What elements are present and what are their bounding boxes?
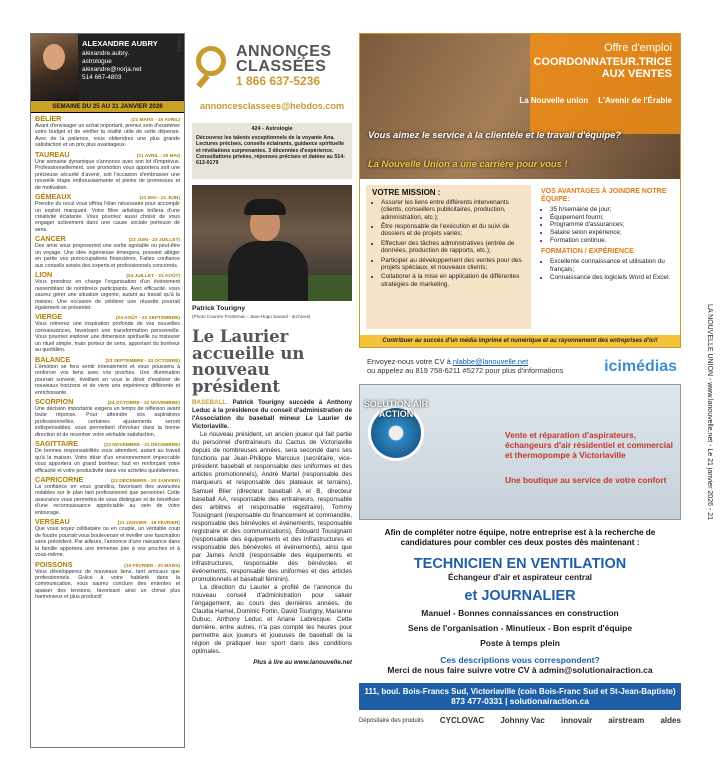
article-paragraph-2: La direction du Laurier a profité de l'annonce du nouveau conseil d'administration pour saluer l'engagement, au cours des dernières années, de Claudia Hamel, Dominic Fortin, David Tourigny, Marianne Dubuc, Anthony Leduc et Ariane Labrecque. Cette dernière, entre autres, n'a pas compté les heures pour permettre aux joueurs et joueuses de baseball de la région de pratiquer leur sport dans des conditions optimales. — [192, 584, 352, 656]
cv-contact — [359, 358, 681, 376]
sign-text: L'émotion se fera sentir intensément et vous poussera à renforcer vos liens avec vos proches. Une illumination pourrait survenir, éveillant en vous le désir d'explorer de nouveaux horizons et de vivre une expérience différente et enrichissante. — [35, 363, 180, 396]
advantages-list — [541, 206, 674, 244]
sign-dates: (24 AOÛT - 22 SEPTEMBRE) — [115, 316, 180, 322]
photo-credit: (Photo Courrier Frontenac - Jean-Hugo Savard - archives) — [192, 314, 311, 319]
sign-name: POISSONS — [35, 559, 73, 569]
sign-text: Une semaine dynamique s'annonce avec son lot d'imprévus. Professionnellement, une promotion vous apportera soit une précieuse sécurité d'avenir, soit l'occasion d'embrasser une nouvelle étape enthousiasmante et pleine de promesses et de motivation. — [35, 158, 180, 191]
sign-dates: (23 NOVEMBRE - 21 DÉCEMBRE) — [104, 443, 180, 449]
sign-name: TAUREAU — [35, 149, 70, 159]
training-list — [541, 258, 674, 281]
sign-dates: (21 JANVIER - 18 FÉVRIER) — [117, 521, 180, 527]
classifieds-title-2: CLASSÉES — [236, 58, 327, 75]
sign-dates: (21 MAI - 21 JUIN) — [139, 196, 180, 202]
astrologer-role: astrologue — [82, 58, 112, 66]
week-banner: SEMAINE DU 25 AU 31 JANVIER 2026 — [31, 100, 184, 113]
missions-item: • Participer au développement des ventes pour des projets spéciaux, et nouveaux clients; — [381, 257, 525, 272]
role-prefix: et — [464, 588, 478, 604]
cv-line-2: ou appelez au 819 758-6211 #5272 pour plus d'informations — [367, 366, 564, 375]
missions-item: • Assurer les liens entre différents intervenants (clients, conseillers publicitaires, production, administration, etc.); — [381, 199, 525, 221]
horoscope-column — [30, 33, 185, 748]
sign-item — [31, 438, 184, 474]
sign-name: SAGITTAIRE — [35, 439, 78, 449]
sign-name: LION — [35, 270, 53, 280]
job-offer-label: Offre d'emploi — [604, 42, 672, 54]
solution-logo-text: SOLUTION AIR ACTION — [363, 399, 429, 419]
sign-item — [31, 191, 184, 233]
ad-code: 4-2625-1 — [177, 36, 182, 53]
ad-number: 424 - Astrologie — [251, 126, 293, 132]
astrologer-email[interactable]: alexandre@norja.net — [82, 66, 142, 74]
solution-address-bar — [359, 683, 681, 710]
sign-text: Des amis vous proposeront une sortie agréable ou peut-être un voyage. Une idée ingénieuse émergera, pouvant alléger en partie vos préoccupations financières. Faites confiance aux conseils avisés des experts et professionnels concernés. — [35, 243, 180, 269]
sign-item — [31, 311, 184, 353]
mission-list — [372, 199, 525, 288]
sign-dates: (24 JUILLET - 23 AOÛT) — [126, 274, 180, 280]
sign-item — [31, 113, 184, 149]
hiring-question: Ces descriptions vous correspondent? — [440, 655, 600, 665]
sign-dates: (24 OCTOBRE - 22 NOVEMBRE) — [107, 400, 180, 406]
sign-text: Une décision importante exigera un temps de réflexion avant toute réponse. Pour atteindre vos aspirations professionnelles, certaines ajustements seront indispensables; vous permettant d'évoluer dans la bonne direction et de recentrer votre véritable satisfaction. — [35, 405, 180, 438]
logo-la-nouvelle: La Nouvelle union — [519, 96, 589, 105]
brand-row — [359, 716, 681, 725]
advantages-item: • Formation continue. — [550, 237, 674, 245]
sign-item — [31, 149, 184, 191]
sign-item — [31, 354, 184, 396]
training-title: FORMATION / EXPÉRIENCE — [541, 248, 634, 256]
sign-item — [31, 474, 184, 516]
job-question: Vous aimez le service à la clientèle et le travail d'équipe? — [368, 129, 622, 140]
advantages-item: • 35 h/semaine de jour; — [550, 206, 674, 214]
missions-item: • Être responsable de l'exécution et du suivi de dossiers et de projets variés; — [381, 223, 525, 238]
article-body — [192, 399, 352, 657]
astrologer-info — [78, 34, 184, 100]
sign-dates: (22 DÉCEMBRE - 20 JANVIER) — [110, 479, 180, 485]
cv-text — [367, 358, 563, 376]
sign-text: De bonnes responsabilités vous attendent, autant au travail qu'à la maison. Votre désir d'un environnement impeccable vous apportera un grand bonheur, tout en renforçant votre efficacité et votre productivité dans vos activités quotidiennes. — [35, 448, 180, 474]
sign-item — [31, 516, 184, 558]
job-career: La Nouvelle Union a une carrière pour vous ! — [368, 158, 568, 169]
missions-item: • Effectuer des tâches administratives (entrée de données, production de rapports, etc.); — [381, 240, 525, 255]
astrologer-photo — [31, 34, 78, 100]
advantages-item: • Équipement fourni; — [550, 214, 674, 222]
job-footer: Contribuer au succès d'un média imprimé et numérique et au rayonnement des entreprises d'ici! — [360, 335, 680, 347]
sign-name: GÉMEAUX — [35, 192, 72, 202]
requirement-2: Sens de l'organisation - Minutieux - Bon esprit d'équipe — [407, 623, 633, 633]
sign-name: VIERGE — [35, 312, 63, 322]
job-offer-box — [530, 34, 680, 134]
training-item: • Excellente connaissance et utilisation du français; — [550, 258, 674, 273]
role-technician-sub: Échangeur d'air et aspirateur central — [448, 572, 592, 582]
solution-tagline: Une boutique au service de votre confort — [505, 475, 667, 485]
sign-dates: (21 MARS - 20 AVRIL) — [131, 118, 180, 123]
solution-ad-banner — [359, 384, 681, 520]
solution-phone-web: 873 477-0331 | solutionairaction.ca — [451, 696, 589, 706]
classified-ad — [192, 123, 352, 179]
astrologer-handle: alexandre.aubry. — [82, 50, 130, 58]
job-ad-banner — [360, 34, 680, 179]
job-position: COORDONNATEUR.TRICE AUX VENTES — [533, 56, 672, 80]
sign-name: VERSEAU — [35, 517, 70, 527]
brand-logo: airstream — [608, 716, 645, 725]
job-ad — [359, 33, 681, 348]
sign-name: SCORPION — [35, 396, 74, 406]
sign-text: Que vous soyez célibataire ou en couple, un véritable coup de foudre pourrait vous bouleverser et éveiller une fascination sans précédent. Par ailleurs, l'annonce d'une naissance dans la famille apportera une immense joie à vos proches et à vous-même. — [35, 526, 180, 559]
sign-text: Vous prendrez en charge l'organisation d'un événement rassemblant de nombreux participants. Avec efficacité, vous saurez gérer une situation urgente, autant au travail qu'à la maison. Une occasion de célébrer une réussite pourrait également se présenter. — [35, 279, 180, 311]
job-logos — [519, 96, 672, 105]
article-paragraph-1: Le nouveau président, un ancien joueur qui fait partie du personnel d'entraîneurs du Cactus de Victoriaville depuis de nombreuses années, sera secondé dans ses fonctions par Jean-Philippe Marcoux (secrétaire, vice-président baseball et responsable des uniformes et des articles promotionnels), André Martel (responsable des marqueurs et responsable des plateaux et terrains), Samuel Blier (directeur baseball A et B, directeur baseball AA, responsable des entraineurs, responsable des arbitres et responsable registraire), Tommy Tousignant (responsable du financement et commandite, responsable des bénévoles et événements, responsable registraire et des communications), Édouard Tousignant (responsable des équipements et des infrastructures et responsable des bénévoles et événements), ainsi que par James Anctil (responsable des équipements et infrastructures, responsable des bénévoles et événements, responsable des uniformes et des articles promotionnels et baseball féminin). — [192, 431, 352, 584]
advantages-item: • Salaire selon expérience; — [550, 229, 674, 237]
sign-item — [31, 269, 184, 311]
classifieds-title-1: ANNONÇES — [236, 43, 332, 60]
requirement-1: Manuel - Bonnes connaissances en construction — [421, 608, 619, 618]
sign-name: CAPRICORNE — [35, 475, 84, 485]
sign-text: Vous retirerez une inspiration profonde de vos nouvelles connaissances, favorisant une transformation personnelle. Vous pourriez explorer une dimension spirituelle ou instaurer un rituel simple, mais porteur de sens, apportant du bonheur au quotidien. — [35, 321, 180, 354]
article-kicker: BASEBALL. — [192, 399, 229, 406]
article-photo — [192, 185, 352, 301]
sign-dates: (21 AVRIL - 20 MAI) — [136, 153, 180, 159]
astrologer-name: ALEXANDRE AUBRY — [82, 39, 158, 48]
sign-dates: (23 SEPTEMBRE - 23 OCTOBRE) — [105, 358, 180, 364]
sign-name: BÉLIER — [35, 114, 62, 123]
classifieds-column — [192, 33, 352, 666]
magnifier-icon — [192, 44, 236, 88]
role-technician: TECHNICIEN EN VENTILATION — [413, 556, 627, 572]
ads-column — [359, 33, 681, 725]
classifieds-phone: 1 866 637-5236 — [236, 74, 321, 88]
cv-email[interactable]: nlabbe@lanouvelle.net — [452, 357, 529, 367]
article-title: Le Laurier accueille un nouveau président — [192, 327, 305, 396]
astrologer-header — [31, 34, 184, 100]
mission-title: VOTRE MISSION : — [372, 188, 441, 197]
photo-caption: Patrick Tourigny — [192, 305, 246, 312]
astrologer-phone: 514 667-4803 — [82, 74, 122, 82]
advantages-item: • Programme d'assurances; — [550, 221, 674, 229]
sign-name: CANCER — [35, 234, 66, 244]
sign-text: Vous développerez de nouveaux liens, tant amicaux que professionnels. Grâce à votre habileté dans la communication, vous saurez conclure des ententes et apaiser des tensions, favorisant ainsi un climat plus harmonieux et plus productif. — [35, 568, 180, 601]
sign-text: Avant d'envisager un achat important, prenez soin d'examiner votre budget et de vérifier la réalité utile de cette dépense. Avec de la patience, vous obtiendrez une plus grande satisfaction et un prix plus avantageux. — [35, 123, 180, 149]
training-item: • Connaissance des logiciels Word et Excel. — [550, 274, 674, 282]
requirement-3: Poste à temps plein — [480, 638, 560, 648]
page-footer: LA NOUVELLE UNION - www.lanouvelle.net - Le 21 janvier 2026 - 21 — [706, 304, 713, 520]
brand-logo: innovair — [560, 716, 593, 725]
advantages-box — [531, 185, 674, 329]
read-more-link[interactable]: Plus à lire au www.lanouvelle.net — [253, 658, 352, 666]
brand-logo: CYCLOVAC — [439, 716, 485, 725]
logo-avenir: L'Avenir de l'Érable — [598, 96, 672, 105]
sign-item — [31, 559, 184, 601]
mission-box — [366, 185, 531, 329]
classifieds-email[interactable]: annoncesclassees@hebdos.com — [199, 101, 345, 111]
brand-logo: aldes — [660, 716, 681, 725]
hiring-ad — [359, 528, 681, 675]
sign-text: Prendre du recul vous offrira l'élan nécessaire pour accomplir un exploit marquant. Votre fibre artistique brillera d'une créativité éclatante. Vous pourriez aussi choisir de vous engager activement dans une cause sociale porteuse de sens. — [35, 201, 180, 233]
sign-dates: (22 JUIN - 23 JUILLET) — [128, 238, 180, 244]
classifieds-logo — [192, 33, 352, 99]
icimedias-logo: icimédias — [604, 358, 677, 375]
article-lead: Patrick Tourigny succède à Anthony Leduc à la présidence du conseil d'administration de l'Association du baseball mineur Le Laurier de Victoriaville. — [192, 399, 352, 431]
sign-name: BALANCE — [35, 354, 71, 364]
dealer-label: Dépositaire des produits — [359, 717, 424, 724]
missions-item: • Collaborer à la mise en application de différentes stratégies de marketing. — [381, 273, 525, 288]
sign-item — [31, 396, 184, 438]
role-journalier-label: JOURNALIER — [481, 588, 576, 604]
job-details — [360, 179, 680, 329]
cv-line-1: Envoyez-nous votre CV à — [367, 357, 451, 367]
sign-dates: (19 FÉVRIER - 20 MARS) — [124, 563, 180, 569]
sign-item — [31, 233, 184, 269]
advantages-title: VOS AVANTAGES À JOINDRE NOTRE ÉQUIPE: — [541, 188, 667, 203]
hiring-send: Merci de nous faire suivre votre CV à admin@solutionairaction.ca — [387, 665, 653, 675]
brand-logo: Johnny Vac — [500, 716, 545, 725]
role-journalier — [359, 588, 681, 604]
sign-list — [31, 113, 184, 601]
hiring-intro: Afin de compléter notre équipe, notre entreprise est à la recherche de candidatures pour combler ces deux postes dès maintenant : — [384, 528, 656, 547]
solution-address: 111, boul. Bois-Francs Sud, Victoriaville (coin Bois-Franc Sud et St-Jean-Baptiste) — [364, 687, 676, 696]
sign-text: La confiance en vous grandira, favorisant des avancées notables sur le plan tant professionnel que personnel. Cette assurance vous permettra de vous distinguer et de bénéficier d'une reconnaissance appréciable au sein de votre entourage. — [35, 484, 180, 516]
ad-text: Découvrez les talents exceptionnels de la voyante Ana. Lectures précises, conseils éclairants, guidance spirituelle et révélations surprenantes. 3 décennies d'expérience. Consultations privées, réponses précises et datées au 514-613-0179 — [196, 135, 345, 167]
solution-headline: Vente et réparation d'aspirateurs, échangeurs d'air résidentiel et commercial et thermopompe à Victoriaville — [505, 430, 673, 460]
